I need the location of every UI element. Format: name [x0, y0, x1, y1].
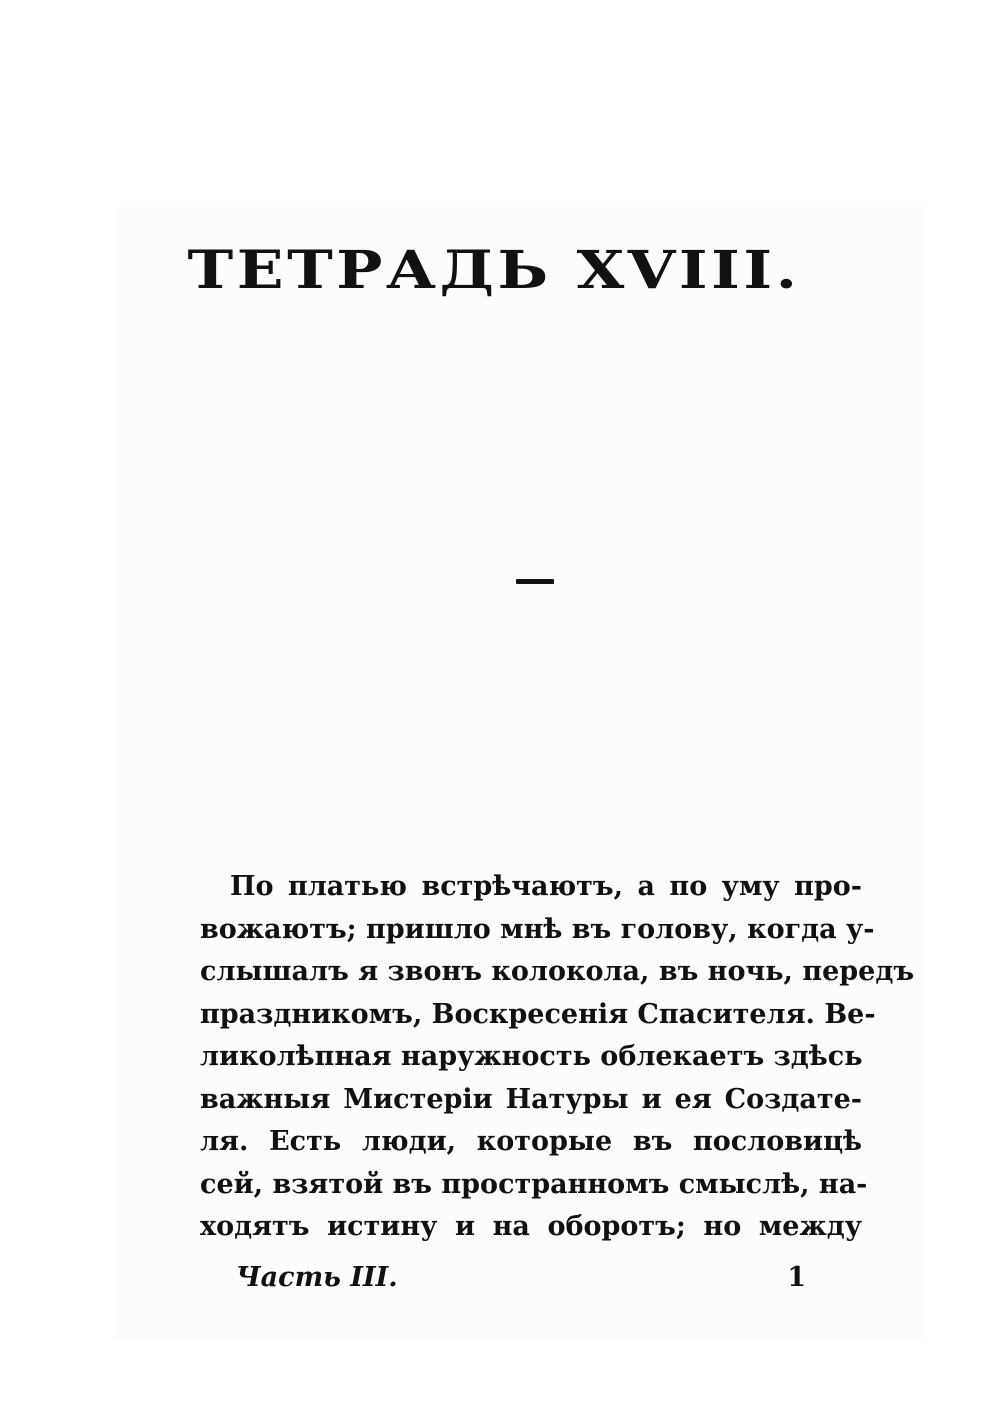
chapter-heading: ТЕТРАДЬ XVIII.	[187, 240, 801, 301]
text-line: ходятъ истину и на оборотъ; но между	[200, 1211, 862, 1242]
text-line: ля. Есть люди, которые въ пословицѣ	[200, 1126, 862, 1157]
body-paragraph	[200, 866, 915, 1249]
text-line: ликолѣпная наружность облекаетъ здѣсь	[200, 1041, 863, 1072]
separator-dash	[516, 579, 554, 584]
text-line: праздникомъ, Воскресенія Спасителя. Ве-	[200, 998, 876, 1030]
text-line: По платью встрѣчаютъ, а по уму про-	[230, 871, 862, 902]
text-line: сей, взятой въ пространномъ смыслѣ, на-	[200, 1168, 868, 1200]
text-line: вожаютъ; пришло мнѣ въ голову, когда у-	[200, 913, 875, 945]
text-line: важныя Мистеріи Натуры и ея Создате-	[200, 1083, 862, 1115]
signature-number: 1	[787, 1262, 806, 1293]
volume-label: Часть III.	[236, 1262, 398, 1293]
text-line: слышалъ я звонъ колокола, въ ночь, передъ	[200, 956, 915, 987]
